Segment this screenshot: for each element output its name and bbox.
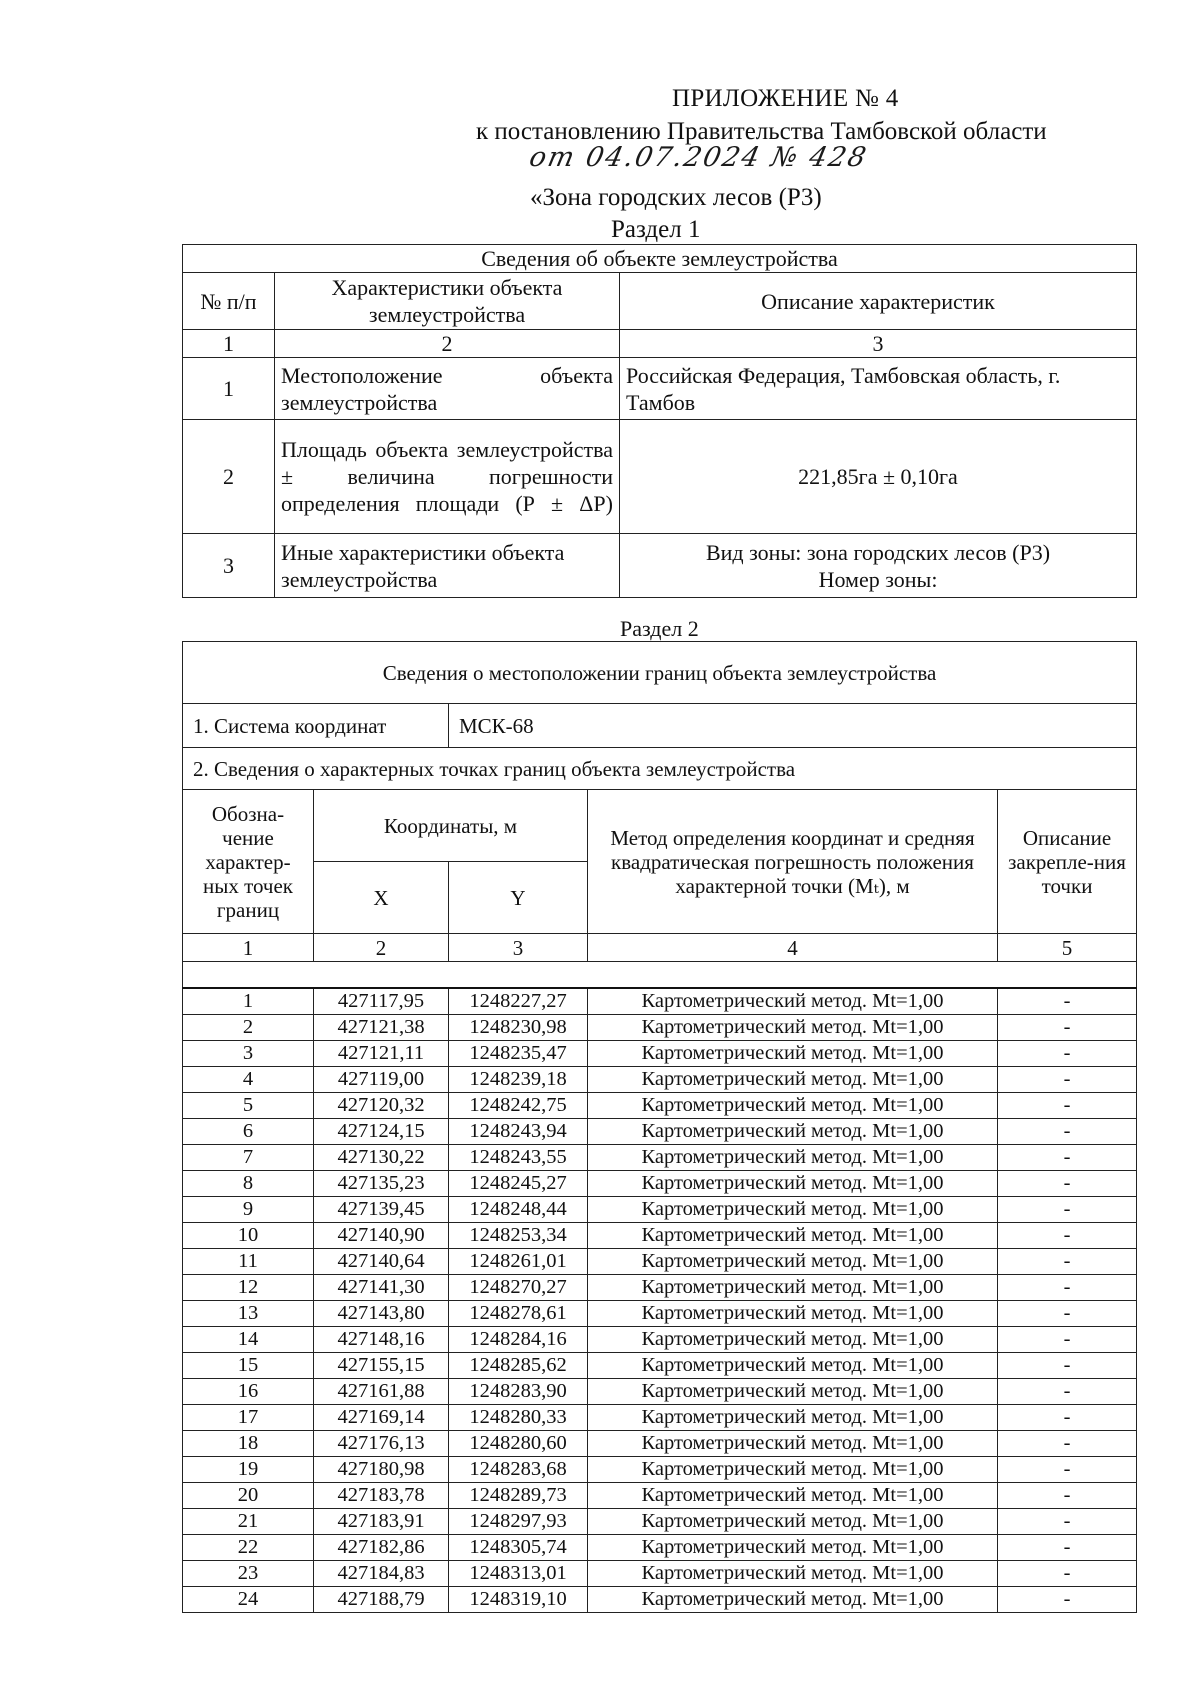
point-number: 2 bbox=[183, 1014, 314, 1040]
point-number: 17 bbox=[183, 1404, 314, 1430]
point-fixing: - bbox=[998, 1118, 1137, 1144]
point-method: Картометрический метод. Mt=1,00 bbox=[588, 1482, 998, 1508]
table-row bbox=[183, 1170, 1137, 1196]
table-row bbox=[183, 1196, 1137, 1222]
point-method: Картометрический метод. Mt=1,00 bbox=[588, 1066, 998, 1092]
point-x: 427169,14 bbox=[314, 1404, 449, 1430]
point-number: 22 bbox=[183, 1534, 314, 1560]
point-y: 1248283,90 bbox=[449, 1378, 588, 1404]
row-num: 2 bbox=[183, 420, 275, 534]
point-x: 427117,95 bbox=[314, 988, 449, 1015]
point-method: Картометрический метод. Mt=1,00 bbox=[588, 1404, 998, 1430]
table-row bbox=[183, 1222, 1137, 1248]
point-number: 18 bbox=[183, 1430, 314, 1456]
decree-reference: к постановлению Правительства Тамбовской области bbox=[476, 118, 1047, 145]
point-fixing: - bbox=[998, 1508, 1137, 1534]
point-x: 427139,45 bbox=[314, 1196, 449, 1222]
point-x: 427188,79 bbox=[314, 1586, 449, 1612]
point-fixing: - bbox=[998, 1248, 1137, 1274]
point-number: 15 bbox=[183, 1352, 314, 1378]
point-y: 1248280,33 bbox=[449, 1404, 588, 1430]
point-number: 12 bbox=[183, 1274, 314, 1300]
point-x: 427124,15 bbox=[314, 1118, 449, 1144]
point-fixing: - bbox=[998, 1534, 1137, 1560]
appendix-title: ПРИЛОЖЕНИЕ № 4 bbox=[672, 85, 899, 112]
row-value-location: Российская Федерация, Тамбовская область, г. Тамбов bbox=[620, 358, 1137, 420]
col-header-y: Y bbox=[449, 862, 588, 934]
point-method: Картометрический метод. Mt=1,00 bbox=[588, 1222, 998, 1248]
point-fixing: - bbox=[998, 1144, 1137, 1170]
row-name-other: Иные характеристики объекта землеустройства bbox=[275, 534, 620, 598]
coord-system-value: МСК-68 bbox=[449, 704, 1137, 748]
point-fixing: - bbox=[998, 1326, 1137, 1352]
table-row bbox=[183, 1404, 1137, 1430]
point-fixing: - bbox=[998, 1456, 1137, 1482]
point-number: 4 bbox=[183, 1066, 314, 1092]
point-fixing: - bbox=[998, 1014, 1137, 1040]
table-row bbox=[183, 1586, 1137, 1612]
point-x: 427121,38 bbox=[314, 1014, 449, 1040]
point-method: Картометрический метод. Mt=1,00 bbox=[588, 1300, 998, 1326]
row-num: 1 bbox=[183, 358, 275, 420]
point-y: 1248319,10 bbox=[449, 1586, 588, 1612]
table-row bbox=[183, 1014, 1137, 1040]
point-y: 1248278,61 bbox=[449, 1300, 588, 1326]
point-x: 427183,78 bbox=[314, 1482, 449, 1508]
point-x: 427161,88 bbox=[314, 1378, 449, 1404]
point-x: 427119,00 bbox=[314, 1066, 449, 1092]
point-method: Картометрический метод. Mt=1,00 bbox=[588, 1248, 998, 1274]
table-row bbox=[183, 1274, 1137, 1300]
table-row bbox=[183, 1326, 1137, 1352]
col-number-5: 5 bbox=[998, 934, 1137, 962]
point-x: 427184,83 bbox=[314, 1560, 449, 1586]
point-y: 1248285,62 bbox=[449, 1352, 588, 1378]
point-method: Картометрический метод. Mt=1,00 bbox=[588, 988, 998, 1015]
point-number: 14 bbox=[183, 1326, 314, 1352]
section1-caption: Сведения об объекте землеустройства bbox=[183, 245, 1137, 273]
point-y: 1248243,94 bbox=[449, 1118, 588, 1144]
point-number: 8 bbox=[183, 1170, 314, 1196]
col-header-method: Метод определения координат и средняя квадратическая погрешность положения характерной точки (Мₜ), м bbox=[588, 790, 998, 934]
point-y: 1248239,18 bbox=[449, 1066, 588, 1092]
table-row bbox=[183, 988, 1137, 1015]
point-fixing: - bbox=[998, 1378, 1137, 1404]
point-number: 19 bbox=[183, 1456, 314, 1482]
col-header-x: X bbox=[314, 862, 449, 934]
point-fixing: - bbox=[998, 1482, 1137, 1508]
table-row bbox=[183, 1092, 1137, 1118]
point-fixing: - bbox=[998, 1274, 1137, 1300]
row-num: 3 bbox=[183, 534, 275, 598]
point-x: 427120,32 bbox=[314, 1092, 449, 1118]
table-row bbox=[183, 1040, 1137, 1066]
point-x: 427180,98 bbox=[314, 1456, 449, 1482]
point-number: 23 bbox=[183, 1560, 314, 1586]
point-y: 1248261,01 bbox=[449, 1248, 588, 1274]
point-y: 1248253,34 bbox=[449, 1222, 588, 1248]
table-row bbox=[183, 1352, 1137, 1378]
point-method: Картометрический метод. Mt=1,00 bbox=[588, 1534, 998, 1560]
col-header-num: № п/п bbox=[183, 273, 275, 330]
section1-heading: Раздел 1 bbox=[611, 216, 701, 243]
point-method: Картометрический метод. Mt=1,00 bbox=[588, 1092, 998, 1118]
point-fixing: - bbox=[998, 1092, 1137, 1118]
point-x: 427148,16 bbox=[314, 1326, 449, 1352]
point-fixing: - bbox=[998, 1404, 1137, 1430]
col-number-2: 2 bbox=[275, 330, 620, 358]
point-x: 427141,30 bbox=[314, 1274, 449, 1300]
point-x: 427183,91 bbox=[314, 1508, 449, 1534]
point-number: 6 bbox=[183, 1118, 314, 1144]
point-fixing: - bbox=[998, 1170, 1137, 1196]
coord-system-label: 1. Система координат bbox=[183, 704, 449, 748]
table-row bbox=[183, 1118, 1137, 1144]
point-y: 1248283,68 bbox=[449, 1456, 588, 1482]
point-y: 1248289,73 bbox=[449, 1482, 588, 1508]
table-row bbox=[183, 1456, 1137, 1482]
section2-caption: Сведения о местоположении границ объекта землеустройства bbox=[183, 642, 1137, 704]
point-x: 427135,23 bbox=[314, 1170, 449, 1196]
point-number: 10 bbox=[183, 1222, 314, 1248]
point-method: Картометрический метод. Mt=1,00 bbox=[588, 1586, 998, 1612]
point-y: 1248235,47 bbox=[449, 1040, 588, 1066]
table-row bbox=[183, 1560, 1137, 1586]
point-method: Картометрический метод. Mt=1,00 bbox=[588, 1560, 998, 1586]
point-y: 1248297,93 bbox=[449, 1508, 588, 1534]
point-number: 7 bbox=[183, 1144, 314, 1170]
col-header-coords: Координаты, м bbox=[314, 790, 588, 862]
point-method: Картометрический метод. Mt=1,00 bbox=[588, 1144, 998, 1170]
point-method: Картометрический метод. Mt=1,00 bbox=[588, 1170, 998, 1196]
zone-number: Номер зоны: bbox=[818, 566, 938, 592]
point-number: 3 bbox=[183, 1040, 314, 1066]
zone-title: «Зона городских лесов (Р3) bbox=[530, 184, 822, 211]
point-fixing: - bbox=[998, 1586, 1137, 1612]
point-x: 427182,86 bbox=[314, 1534, 449, 1560]
point-x: 427130,22 bbox=[314, 1144, 449, 1170]
point-number: 16 bbox=[183, 1378, 314, 1404]
point-number: 9 bbox=[183, 1196, 314, 1222]
point-method: Картометрический метод. Mt=1,00 bbox=[588, 1014, 998, 1040]
points-caption: 2. Сведения о характерных точках границ объекта землеустройства bbox=[183, 748, 1137, 790]
section2-table bbox=[182, 641, 1137, 1613]
point-method: Картометрический метод. Mt=1,00 bbox=[588, 1430, 998, 1456]
row-value-other bbox=[620, 534, 1137, 598]
section2-heading: Раздел 2 bbox=[620, 616, 699, 641]
point-fixing: - bbox=[998, 1430, 1137, 1456]
col-number-1: 1 bbox=[183, 330, 275, 358]
points-list bbox=[183, 988, 1137, 1613]
point-fixing: - bbox=[998, 988, 1137, 1015]
point-number: 21 bbox=[183, 1508, 314, 1534]
table-row bbox=[183, 1378, 1137, 1404]
row-value-area: 221,85га ± 0,10га bbox=[620, 420, 1137, 534]
point-method: Картометрический метод. Mt=1,00 bbox=[588, 1274, 998, 1300]
row-name-location: Местоположение объекта землеустройства bbox=[275, 358, 620, 420]
blank-separator-row bbox=[183, 962, 1137, 988]
point-method: Картометрический метод. Mt=1,00 bbox=[588, 1508, 998, 1534]
point-method: Картометрический метод. Mt=1,00 bbox=[588, 1326, 998, 1352]
point-method: Картометрический метод. Mt=1,00 bbox=[588, 1118, 998, 1144]
point-number: 5 bbox=[183, 1092, 314, 1118]
section1-table bbox=[182, 244, 1137, 598]
point-fixing: - bbox=[998, 1066, 1137, 1092]
point-method: Картометрический метод. Mt=1,00 bbox=[588, 1196, 998, 1222]
table-row bbox=[183, 1430, 1137, 1456]
point-y: 1248245,27 bbox=[449, 1170, 588, 1196]
point-y: 1248313,01 bbox=[449, 1560, 588, 1586]
point-number: 24 bbox=[183, 1586, 314, 1612]
point-number: 20 bbox=[183, 1482, 314, 1508]
point-fixing: - bbox=[998, 1352, 1137, 1378]
point-fixing: - bbox=[998, 1196, 1137, 1222]
col-number-3: 3 bbox=[449, 934, 588, 962]
col-number-3: 3 bbox=[620, 330, 1137, 358]
point-x: 427140,64 bbox=[314, 1248, 449, 1274]
point-x: 427176,13 bbox=[314, 1430, 449, 1456]
point-method: Картометрический метод. Mt=1,00 bbox=[588, 1456, 998, 1482]
point-y: 1248284,16 bbox=[449, 1326, 588, 1352]
point-y: 1248227,27 bbox=[449, 988, 588, 1015]
point-method: Картометрический метод. Mt=1,00 bbox=[588, 1040, 998, 1066]
point-y: 1248230,98 bbox=[449, 1014, 588, 1040]
zone-type: Вид зоны: зона городских лесов (Р3) bbox=[705, 539, 1051, 565]
col-header-designation: Обозна-чение характер-ных точек границ bbox=[183, 790, 314, 934]
point-fixing: - bbox=[998, 1222, 1137, 1248]
point-y: 1248248,44 bbox=[449, 1196, 588, 1222]
table-row bbox=[183, 1248, 1137, 1274]
point-number: 1 bbox=[183, 988, 314, 1015]
point-x: 427143,80 bbox=[314, 1300, 449, 1326]
col-header-characteristics: Характеристики объекта землеустройства bbox=[275, 273, 620, 330]
point-number: 11 bbox=[183, 1248, 314, 1274]
col-number-2: 2 bbox=[314, 934, 449, 962]
point-x: 427140,90 bbox=[314, 1222, 449, 1248]
point-method: Картометрический метод. Mt=1,00 bbox=[588, 1352, 998, 1378]
point-y: 1248242,75 bbox=[449, 1092, 588, 1118]
handwritten-date-number: от 04.07.2024 № 428 bbox=[526, 142, 871, 173]
point-x: 427155,15 bbox=[314, 1352, 449, 1378]
point-y: 1248305,74 bbox=[449, 1534, 588, 1560]
table-row bbox=[183, 1144, 1137, 1170]
table-row bbox=[183, 1534, 1137, 1560]
col-number-4: 4 bbox=[588, 934, 998, 962]
col-header-fixing: Описание закрепле-ния точки bbox=[998, 790, 1137, 934]
table-row bbox=[183, 1482, 1137, 1508]
point-fixing: - bbox=[998, 1560, 1137, 1586]
point-number: 13 bbox=[183, 1300, 314, 1326]
point-y: 1248243,55 bbox=[449, 1144, 588, 1170]
point-fixing: - bbox=[998, 1300, 1137, 1326]
row-name-area: Площадь объекта землеустройства ± величина погрешности определения площади (Р ± ΔР) bbox=[275, 420, 620, 534]
point-x: 427121,11 bbox=[314, 1040, 449, 1066]
table-row bbox=[183, 1508, 1137, 1534]
point-y: 1248270,27 bbox=[449, 1274, 588, 1300]
point-fixing: - bbox=[998, 1040, 1137, 1066]
point-y: 1248280,60 bbox=[449, 1430, 588, 1456]
col-header-description: Описание характеристик bbox=[620, 273, 1137, 330]
col-number-1: 1 bbox=[183, 934, 314, 962]
table-row bbox=[183, 1300, 1137, 1326]
table-row bbox=[183, 1066, 1137, 1092]
point-method: Картометрический метод. Mt=1,00 bbox=[588, 1378, 998, 1404]
